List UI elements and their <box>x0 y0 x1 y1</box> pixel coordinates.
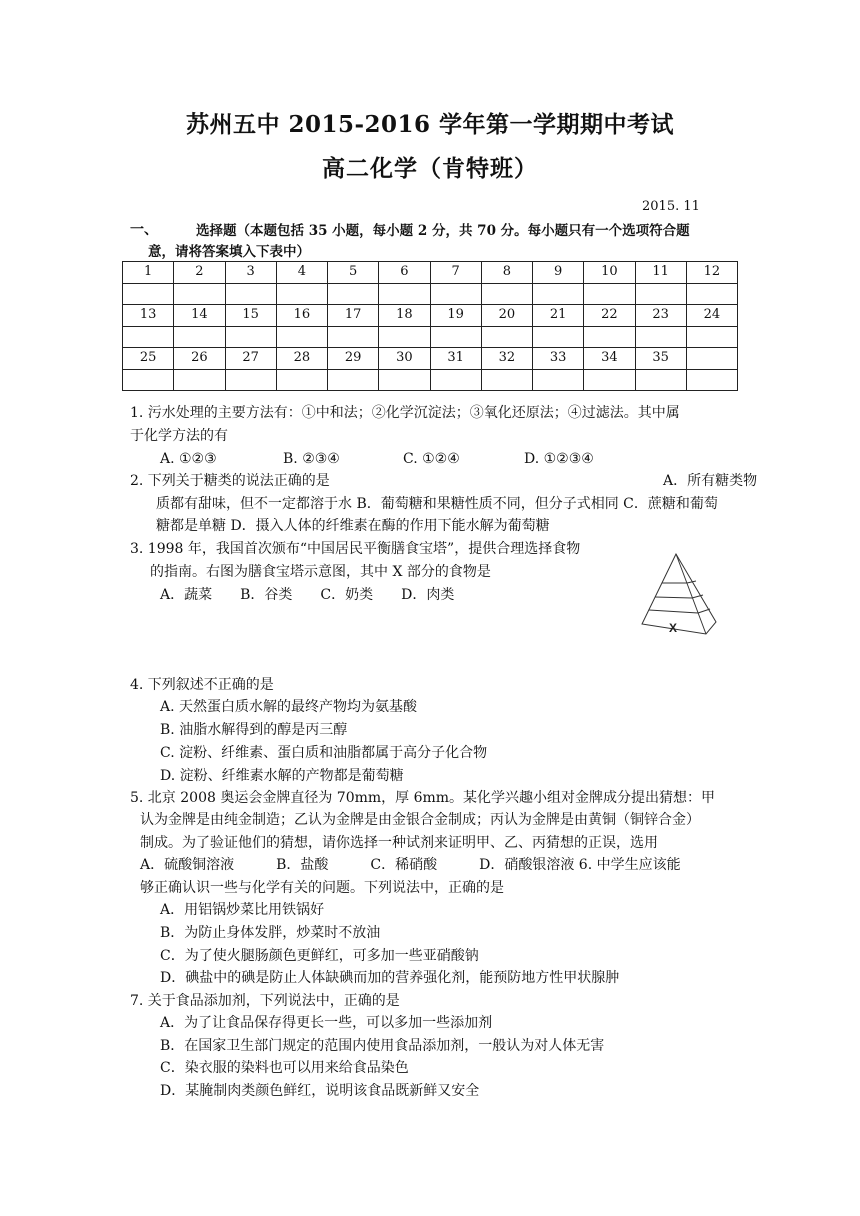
answer-blank-cell[interactable] <box>584 326 635 348</box>
q5-stem-line1: 5. 北京 2008 奥运会金牌直径为 70mm，厚 6mm。某化学兴趣小组对金牌成分提出猜想：甲 <box>130 790 716 806</box>
answer-number-cell: 11 <box>635 262 686 284</box>
answer-number-cell: 7 <box>430 262 481 284</box>
answer-number-cell: 20 <box>481 305 532 327</box>
answer-number-cell: 9 <box>533 262 584 284</box>
answer-number-cell: 16 <box>276 305 327 327</box>
answer-number-cell: 34 <box>584 348 635 370</box>
answer-number-cell: 27 <box>225 348 276 370</box>
exam-date: 2015. 11 <box>642 199 700 214</box>
q1-stem-line2: 于化学方法的有 <box>130 428 228 444</box>
answer-number-cell: 2 <box>174 262 225 284</box>
answer-number-cell: 23 <box>635 305 686 327</box>
answer-number-cell: 28 <box>276 348 327 370</box>
answer-blank-cell[interactable] <box>379 283 430 305</box>
answer-blank-cell[interactable] <box>123 369 174 391</box>
q3-stem-line2: 的指南。右图为膳食宝塔示意图，其中 X 部分的食物是 <box>150 564 491 580</box>
answer-blank-cell[interactable] <box>225 326 276 348</box>
answer-number-cell: 17 <box>328 305 379 327</box>
pyramid-front-edge <box>676 554 706 634</box>
answer-number-cell: 10 <box>584 262 635 284</box>
q1-option-d: D. ①②③④ <box>524 451 594 467</box>
answer-blank-cell[interactable] <box>635 369 686 391</box>
q4-option-a: A. 天然蛋白质水解的最终产物均为氨基酸 <box>160 699 418 715</box>
answer-number-cell: 5 <box>328 262 379 284</box>
q2-stem-line1: 2. 下列关于糖类的说法正确的是 <box>130 473 330 489</box>
pyramid-level-2 <box>655 597 692 598</box>
answer-blank-cell[interactable] <box>379 326 430 348</box>
answer-blank-cell[interactable] <box>481 283 532 305</box>
answer-number-cell: 22 <box>584 305 635 327</box>
answer-blank-cell[interactable] <box>635 326 686 348</box>
q4-option-c: C. 淀粉、纤维素、蛋白质和油脂都属于高分子化合物 <box>160 745 488 761</box>
q6-option-a: A．用铝锅炒菜比用铁锅好 <box>160 902 325 918</box>
section-instructions-line2: 意，请将答案填入下表中） <box>148 244 310 260</box>
answer-blank-cell[interactable] <box>328 326 379 348</box>
answer-blank-cell[interactable] <box>123 326 174 348</box>
answer-number-cell: 35 <box>635 348 686 370</box>
q7-option-b: B．在国家卫生部门规定的范围内使用食品添加剂，一般认为对人体无害 <box>160 1038 605 1054</box>
q6-option-b: B．为防止身体发胖，炒菜时不放油 <box>160 925 381 941</box>
q4-option-b: B. 油脂水解得到的醇是丙三醇 <box>160 722 348 738</box>
q3-options: A．蔬菜 B．谷类 C．奶类 D．肉类 <box>160 587 455 603</box>
answer-number-cell: 4 <box>276 262 327 284</box>
answer-number-cell: 14 <box>174 305 225 327</box>
q7-option-d: D．某腌制肉类颜色鲜红，说明该食品既新鲜又安全 <box>160 1083 480 1099</box>
answer-blank-cell[interactable] <box>174 326 225 348</box>
answer-number-cell: 18 <box>379 305 430 327</box>
q1-option-b: B. ②③④ <box>283 451 340 467</box>
answer-number-cell: 6 <box>379 262 430 284</box>
answer-blank-row <box>123 326 738 348</box>
answer-blank-cell[interactable] <box>584 369 635 391</box>
answer-number-cell: 33 <box>533 348 584 370</box>
answer-blank-cell[interactable] <box>225 369 276 391</box>
answer-number-cell: 3 <box>225 262 276 284</box>
q6-option-d: D．碘盐中的碘是防止人体缺碘而加的营养强化剂，能预防地方性甲状腺肿 <box>160 970 620 986</box>
section-instructions-line1: 选择题（本题包括 35 小题，每小题 2 分，共 70 分。每小题只有一个选项符合题 <box>196 223 690 239</box>
exam-subtitle: 高二化学（肯特班） <box>322 155 538 182</box>
q5-options: A．硫酸铜溶液 B．盐酸 C．稀硝酸 D．硝酸银溶液 6. 中学生应该能 <box>140 857 681 873</box>
answer-number-cell <box>686 348 737 370</box>
pyramid-level-3-side <box>698 609 710 613</box>
q4-stem: 4. 下列叙述不正确的是 <box>130 677 274 693</box>
answer-blank-cell[interactable] <box>686 283 737 305</box>
answer-number-cell: 25 <box>123 348 174 370</box>
answer-number-cell: 21 <box>533 305 584 327</box>
answer-table <box>122 261 738 391</box>
answer-blank-cell[interactable] <box>430 326 481 348</box>
answer-blank-cell[interactable] <box>533 369 584 391</box>
answer-blank-cell[interactable] <box>123 283 174 305</box>
answer-number-cell: 8 <box>481 262 532 284</box>
answer-blank-cell[interactable] <box>276 326 327 348</box>
q7-stem: 7. 关于食品添加剂，下列说法中，正确的是 <box>130 993 400 1009</box>
answer-number-row <box>123 348 738 370</box>
answer-number-row <box>123 262 738 284</box>
q5-stem-line2: 认为金牌是由纯金制造；乙认为金牌是由金银合金制成；丙认为金牌是由黄铜（铜锌合金） <box>140 812 700 828</box>
q7-option-c: C．染衣服的染料也可以用来给食品染色 <box>160 1060 409 1076</box>
pyramid-outline <box>642 554 716 634</box>
answer-blank-cell[interactable] <box>533 283 584 305</box>
answer-number-cell: 13 <box>123 305 174 327</box>
diet-pyramid-figure <box>636 552 722 638</box>
pyramid-level-3 <box>649 610 698 613</box>
q4-option-d: D. 淀粉、纤维素水解的产物都是葡萄糖 <box>160 768 404 784</box>
answer-blank-cell[interactable] <box>584 283 635 305</box>
answer-blank-cell[interactable] <box>328 283 379 305</box>
answer-number-cell: 26 <box>174 348 225 370</box>
answer-blank-row <box>123 283 738 305</box>
answer-blank-cell[interactable] <box>686 369 737 391</box>
answer-number-cell: 19 <box>430 305 481 327</box>
q6-stem-line2: 够正确认识一些与化学有关的问题。下列说法中，正确的是 <box>140 880 504 896</box>
answer-number-cell: 31 <box>430 348 481 370</box>
answer-blank-cell[interactable] <box>430 369 481 391</box>
answer-blank-cell[interactable] <box>686 326 737 348</box>
q7-option-a: A．为了让食品保存得更长一些，可以多加一些添加剂 <box>160 1015 493 1031</box>
answer-blank-cell[interactable] <box>174 369 225 391</box>
answer-number-cell: 1 <box>123 262 174 284</box>
answer-blank-cell[interactable] <box>276 369 327 391</box>
answer-blank-cell[interactable] <box>533 326 584 348</box>
answer-blank-cell[interactable] <box>430 283 481 305</box>
q2-line2: 质都有甜味，但不一定都溶于水 B．葡萄糖和果糖性质不同，但分子式相同 C．蔗糖和葡萄 <box>156 496 718 512</box>
q1-option-a: A. ①②③ <box>160 451 217 467</box>
answer-blank-cell[interactable] <box>225 283 276 305</box>
pyramid-x-label: X <box>669 621 678 635</box>
answer-blank-cell[interactable] <box>276 283 327 305</box>
q6-option-c: C．为了使火腿肠颜色更鲜红，可多加一些亚硝酸钠 <box>160 948 479 964</box>
q2-line3: 糖都是单糖 D．摄入人体的纤维素在酶的作用下能水解为葡萄糖 <box>156 518 550 534</box>
q3-stem-line1: 3. 1998 年，我国首次颁布“中国居民平衡膳食宝塔”，提供合理选择食物 <box>130 541 581 557</box>
answer-number-cell: 12 <box>686 262 737 284</box>
answer-blank-cell[interactable] <box>328 369 379 391</box>
answer-number-cell: 29 <box>328 348 379 370</box>
q1-option-c: C. ①②④ <box>403 451 460 467</box>
answer-number-cell: 24 <box>686 305 737 327</box>
answer-number-cell: 30 <box>379 348 430 370</box>
q1-stem-line1: 1. 污水处理的主要方法有：①中和法；②化学沉淀法；③氧化还原法；④过滤法。其中属 <box>130 405 680 421</box>
answer-blank-cell[interactable] <box>379 369 430 391</box>
q5-stem-line3: 制成。为了验证他们的猜想，请你选择一种试剂来证明甲、乙、丙猜想的正误，选用 <box>140 835 658 851</box>
answer-number-cell: 32 <box>481 348 532 370</box>
answer-blank-cell[interactable] <box>174 283 225 305</box>
answer-number-cell: 15 <box>225 305 276 327</box>
answer-blank-cell[interactable] <box>481 326 532 348</box>
answer-blank-row <box>123 369 738 391</box>
q2-option-a-start: A．所有糖类物 <box>663 473 758 489</box>
exam-title: 苏州五中 2015-2016 学年第一学期期中考试 <box>185 111 675 138</box>
section-number: 一、 <box>130 222 158 238</box>
answer-blank-cell[interactable] <box>481 369 532 391</box>
answer-blank-cell[interactable] <box>635 283 686 305</box>
answer-number-row <box>123 305 738 327</box>
